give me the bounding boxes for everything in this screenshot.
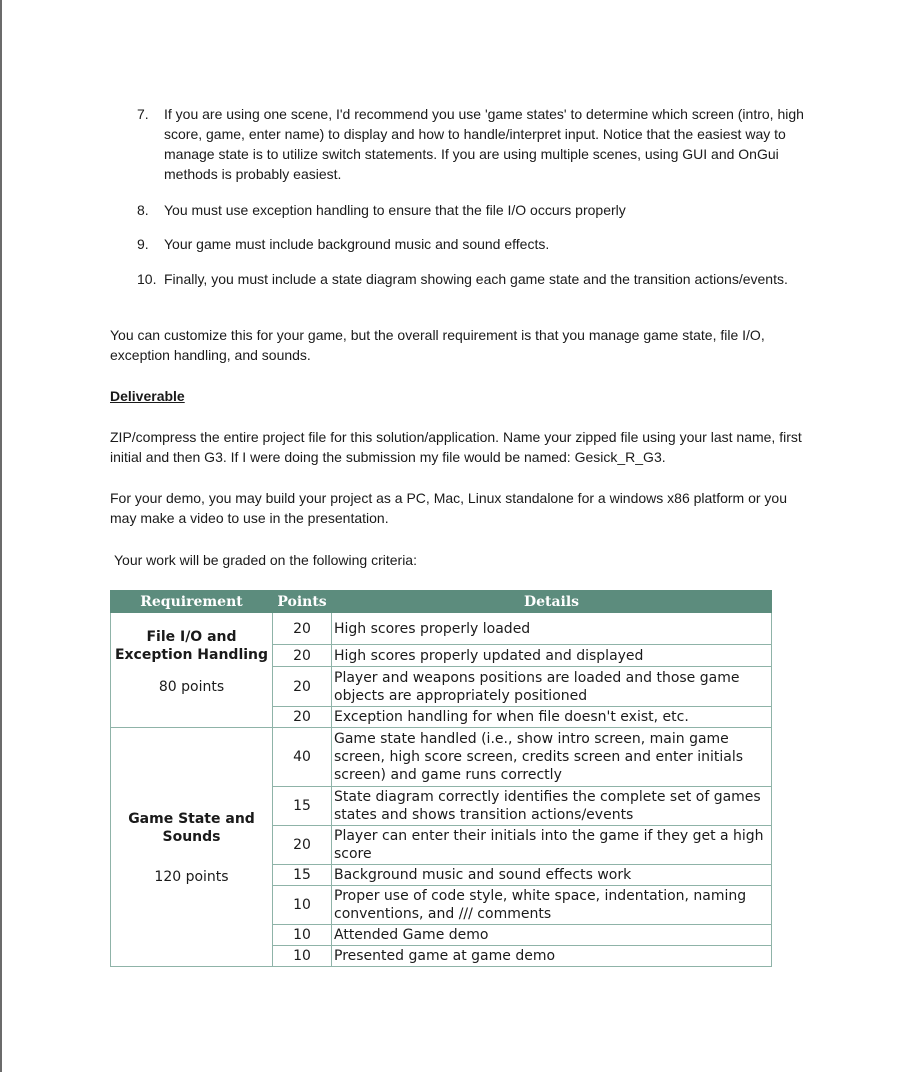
- points-cell: 20: [273, 645, 332, 667]
- table-row: [111, 613, 772, 645]
- details-cell: Exception handling for when file doesn't exist, etc.: [332, 707, 772, 728]
- header-points: Points: [273, 591, 332, 613]
- list-item-9: [137, 234, 817, 254]
- points-cell: 10: [273, 886, 332, 925]
- list-item-10: [137, 269, 817, 289]
- points-cell: 15: [273, 865, 332, 886]
- grading-table: [110, 590, 772, 967]
- customize-paragraph: You can customize this for your game, but the overall requirement is that you manage game state, file I/O, exception handling, and sounds.: [110, 327, 765, 363]
- details-cell: Background music and sound effects work: [332, 865, 772, 886]
- list-item-text: If you are using one scene, I'd recommend you use 'game states' to determine which screen (intro, high score, game, enter name) to display and how to handle/interpret input. Notice that the easiest way to manage state is to utilize switch statements. If you are using multiple scenes, using GUI and OnGui methods is probably easiest.: [164, 106, 804, 182]
- list-item-text: Your game must include background music and sound effects.: [164, 236, 550, 252]
- list-item-text: Finally, you must include a state diagram showing each game state and the transition actions/events.: [164, 271, 788, 287]
- requirement-total: 80 points: [158, 679, 225, 695]
- points-cell: 20: [273, 667, 332, 707]
- header-requirement: Requirement: [111, 591, 273, 613]
- details-cell: State diagram correctly identifies the complete set of games states and shows transition actions/events: [332, 787, 772, 826]
- points-cell: 20: [273, 613, 332, 645]
- list-item-text: You must use exception handling to ensure that the file I/O occurs properly: [164, 202, 626, 218]
- requirement-game-state: [111, 728, 273, 967]
- list-item-8: [137, 200, 817, 220]
- points-cell: 15: [273, 787, 332, 826]
- criteria-intro: Your work will be graded on the following criteria:: [114, 552, 417, 568]
- list-item-number: 10.: [137, 271, 157, 287]
- zip-paragraph: ZIP/compress the entire project file for this solution/application. Name your zipped file using your last name, first initial and then G3. If I were doing the submission my file would be named: Gesick_R_G3.: [110, 429, 802, 465]
- table-header-row: [111, 591, 772, 613]
- points-cell: 10: [273, 925, 332, 946]
- list-item-number: 8.: [137, 202, 149, 218]
- details-cell: Presented game at game demo: [332, 946, 772, 967]
- requirement-name: Game State and Sounds: [128, 811, 255, 845]
- requirement-file-io: [111, 613, 273, 728]
- details-cell: High scores properly loaded: [332, 613, 772, 645]
- requirement-total: 120 points: [154, 869, 229, 885]
- deliverable-heading: Deliverable: [110, 388, 185, 404]
- points-cell: 20: [273, 826, 332, 865]
- details-cell: Player and weapons positions are loaded and those game objects are appropriately positioned: [332, 667, 772, 707]
- details-cell: Player can enter their initials into the game if they get a high score: [332, 826, 772, 865]
- points-cell: 40: [273, 728, 332, 787]
- details-cell: Proper use of code style, white space, indentation, naming conventions, and /// comments: [332, 886, 772, 925]
- demo-paragraph: For your demo, you may build your project as a PC, Mac, Linux standalone for a windows x86 platform or you may make a video to use in the presentation.: [110, 490, 787, 526]
- list-item-number: 9.: [137, 236, 149, 252]
- list-item-number: 7.: [137, 106, 149, 122]
- details-cell: Attended Game demo: [332, 925, 772, 946]
- list-item-7: [137, 104, 817, 184]
- requirement-name: File I/O and Exception Handling: [114, 629, 269, 663]
- header-details: Details: [332, 591, 772, 613]
- details-cell: High scores properly updated and displayed: [332, 645, 772, 667]
- table-row: [111, 728, 772, 787]
- details-cell: Game state handled (i.e., show intro screen, main game screen, high score screen, credits screen and enter initials screen) and game runs correctly: [332, 728, 772, 787]
- points-cell: 10: [273, 946, 332, 967]
- points-cell: 20: [273, 707, 332, 728]
